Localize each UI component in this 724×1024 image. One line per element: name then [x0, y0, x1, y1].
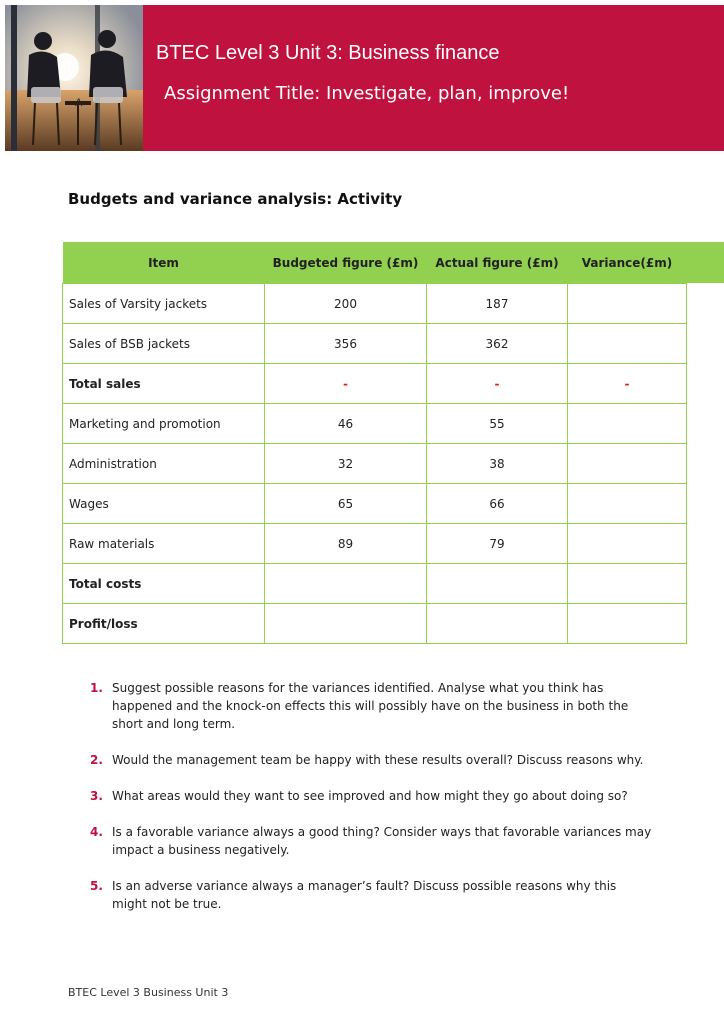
- question-text: What areas would they want to see improved and how might they go about doing so?: [112, 789, 628, 803]
- question-number: 5.: [90, 879, 103, 893]
- table-header-extension: [686, 242, 724, 283]
- column-header-item: Item: [63, 242, 265, 284]
- question-item: [84, 823, 654, 859]
- question-text: Is an adverse variance always a manager’s fault? Discuss possible reasons why this might not be true.: [112, 879, 617, 911]
- budgeted-cell: 65: [265, 484, 427, 524]
- document-title: BTEC Level 3 Unit 3: Business finance: [156, 42, 500, 64]
- question-text: Suggest possible reasons for the variances identified. Analyse what you think has happened and the knock-on effects this will possibly have on the business in both the short and long term.: [112, 681, 629, 731]
- variance-cell[interactable]: [568, 564, 687, 604]
- actual-cell[interactable]: [427, 564, 568, 604]
- variance-cell[interactable]: [568, 604, 687, 644]
- item-cell: Total sales: [63, 364, 265, 404]
- actual-cell: 187: [427, 284, 568, 324]
- variance-cell[interactable]: [568, 404, 687, 444]
- table-row: [63, 564, 687, 604]
- question-number: 2.: [90, 753, 103, 767]
- column-header-variance: Variance(£m): [568, 242, 687, 284]
- variance-cell[interactable]: [568, 444, 687, 484]
- budgeted-cell[interactable]: [265, 604, 427, 644]
- table-row: [63, 604, 687, 644]
- variance-cell[interactable]: [568, 524, 687, 564]
- item-cell: Sales of Varsity jackets: [63, 284, 265, 324]
- question-item: [84, 751, 654, 769]
- budgeted-cell: 200: [265, 284, 427, 324]
- question-number: 4.: [90, 825, 103, 839]
- budgeted-cell: 89: [265, 524, 427, 564]
- variance-cell[interactable]: [568, 484, 687, 524]
- table-row: [63, 324, 687, 364]
- budgeted-cell: 46: [265, 404, 427, 444]
- variance-cell[interactable]: -: [568, 364, 687, 404]
- question-text: Would the management team be happy with these results overall? Discuss reasons why.: [112, 753, 644, 767]
- table-row: [63, 444, 687, 484]
- table-row: [63, 284, 687, 324]
- actual-cell[interactable]: [427, 604, 568, 644]
- budgeted-cell: 356: [265, 324, 427, 364]
- item-cell: Wages: [63, 484, 265, 524]
- table-row: [63, 404, 687, 444]
- item-cell: Marketing and promotion: [63, 404, 265, 444]
- table-row: [63, 364, 687, 404]
- question-item: [84, 787, 654, 805]
- question-item: [84, 679, 654, 733]
- actual-cell: 79: [427, 524, 568, 564]
- section-heading: Budgets and variance analysis: Activity: [68, 190, 403, 208]
- table-header-row: [63, 242, 687, 284]
- actual-cell: 362: [427, 324, 568, 364]
- table-row: [63, 524, 687, 564]
- variance-cell[interactable]: [568, 284, 687, 324]
- question-number: 3.: [90, 789, 103, 803]
- question-list: [84, 679, 654, 931]
- page-footer: BTEC Level 3 Business Unit 3: [68, 986, 229, 999]
- column-header-budgeted: Budgeted figure (£m): [265, 242, 427, 284]
- column-header-actual: Actual figure (£m): [427, 242, 568, 284]
- photo-letter: A: [75, 97, 83, 109]
- item-cell: Profit/loss: [63, 604, 265, 644]
- item-cell: Sales of BSB jackets: [63, 324, 265, 364]
- question-text: Is a favorable variance always a good thing? Consider ways that favorable variances may impact a business negatively.: [112, 825, 652, 857]
- actual-cell: 38: [427, 444, 568, 484]
- question-number: 1.: [90, 681, 103, 695]
- budgeted-cell: -: [265, 364, 427, 404]
- question-item: [84, 877, 654, 913]
- budgeted-cell: 32: [265, 444, 427, 484]
- budgeted-cell[interactable]: [265, 564, 427, 604]
- assignment-title: Assignment Title: Investigate, plan, improve!: [164, 83, 570, 104]
- item-cell: Administration: [63, 444, 265, 484]
- header-photo: [5, 5, 143, 151]
- actual-cell: -: [427, 364, 568, 404]
- table-row: [63, 484, 687, 524]
- actual-cell: 66: [427, 484, 568, 524]
- item-cell: Total costs: [63, 564, 265, 604]
- business-meeting-photo: [5, 5, 143, 151]
- variance-cell[interactable]: [568, 324, 687, 364]
- actual-cell: 55: [427, 404, 568, 444]
- budget-table: [62, 242, 687, 644]
- item-cell: Raw materials: [63, 524, 265, 564]
